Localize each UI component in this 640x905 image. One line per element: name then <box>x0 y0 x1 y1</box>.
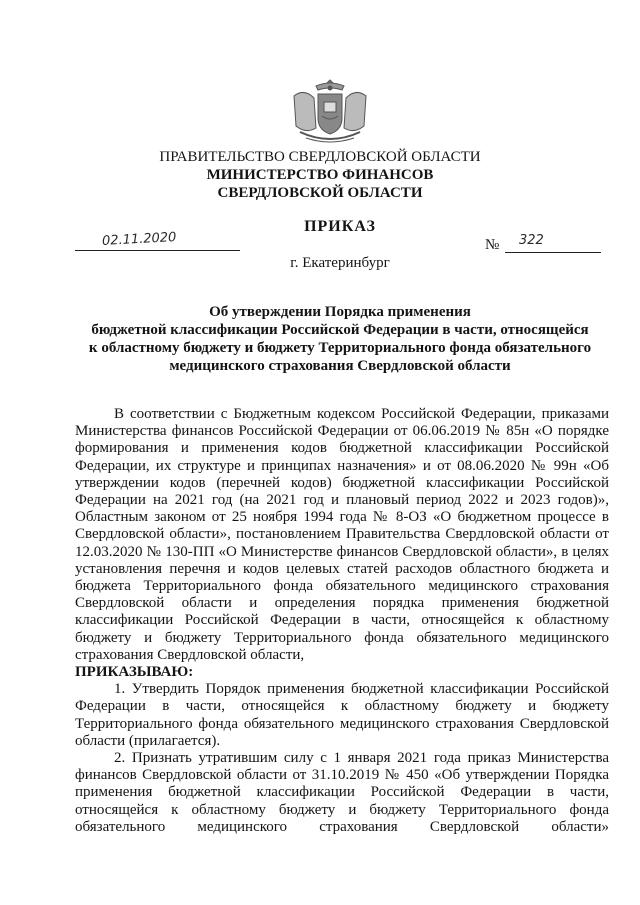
item-2-paragraph: 2. Признать утратившим силу с 1 января 2021 года приказ Министерства финансов Свердловской области от 31.10.2019 № 450 «Об утверждении Порядка применения бюджетной классификации Российской Федерации в части, относящейся к областному бюджету и бюджету Территориального фонда обязательного медицинского страхования Свердловской области» <box>75 750 609 835</box>
title-line: медицинского страхования Свердловской области <box>169 358 511 374</box>
date-underline <box>75 250 240 251</box>
order-title <box>70 303 610 375</box>
document-type: ПРИКАЗ <box>304 218 376 235</box>
region-name: СВЕРДЛОВСКОЙ ОБЛАСТИ <box>217 185 423 201</box>
item-1-paragraph: 1. Утвердить Порядок применения бюджетной классификации Российской Федерации в части, относящейся к областному бюджету и бюджету Территориального фонда обязательного медицинского страхования Свердловской области (прилагается). <box>75 681 609 749</box>
order-number: 322 <box>519 233 544 248</box>
title-line: бюджетной классификации Российской Федерации в части, относящейся <box>91 322 589 338</box>
order-body <box>75 406 609 836</box>
directive-heading: ПРИКАЗЫВАЮ: <box>75 664 194 681</box>
number-label: № <box>485 237 500 253</box>
government-name: ПРАВИТЕЛЬСТВО СВЕРДЛОВСКОЙ ОБЛАСТИ <box>159 149 481 165</box>
title-line: Об утверждении Порядка применения <box>209 304 471 320</box>
order-date: 02.11.2020 <box>101 230 177 249</box>
title-line: к областному бюджету и бюджету Территориального фонда обязательного <box>88 340 592 356</box>
number-underline <box>505 252 601 253</box>
place-of-issue: г. Екатеринбург <box>290 255 390 271</box>
ministry-name: МИНИСТЕРСТВО ФИНАНСОВ <box>206 167 434 183</box>
preamble-paragraph: В соответствии с Бюджетным кодексом Российской Федерации, приказами Министерства финансов Российской Федерации от 06.06.2019 № 85н «О порядке формирования и применения кодов бюджетной классификации Российской Федерации, их структуре и принципах назначения» и от 08.06.2020 № 99н «Об утверждении кодов (перечней кодов) бюджетной классификации Российской Федерации на 2021 год (на 2021 год и плановый период 2022 и 2023 годов)», Областным законом от 25 ноября 1994 года № 8-ОЗ «О бюджетном процессе в Свердловской области», постановлением Правительства Свердловской области от 12.03.2020 № 130-ПП «О Министерстве финансов Свердловской области», в целях установления перечня и кодов целевых статей расходов областного бюджета и бюджета Территориального фонда обязательного медицинского страхования Свердловской области и определения порядка применения бюджетной классификации Российской Федерации в части, относящейся к областному бюджету и бюджету Территориального фонда обязательного медицинского страхования Свердловской области, <box>75 406 609 663</box>
coat-of-arms-emblem <box>286 76 374 148</box>
